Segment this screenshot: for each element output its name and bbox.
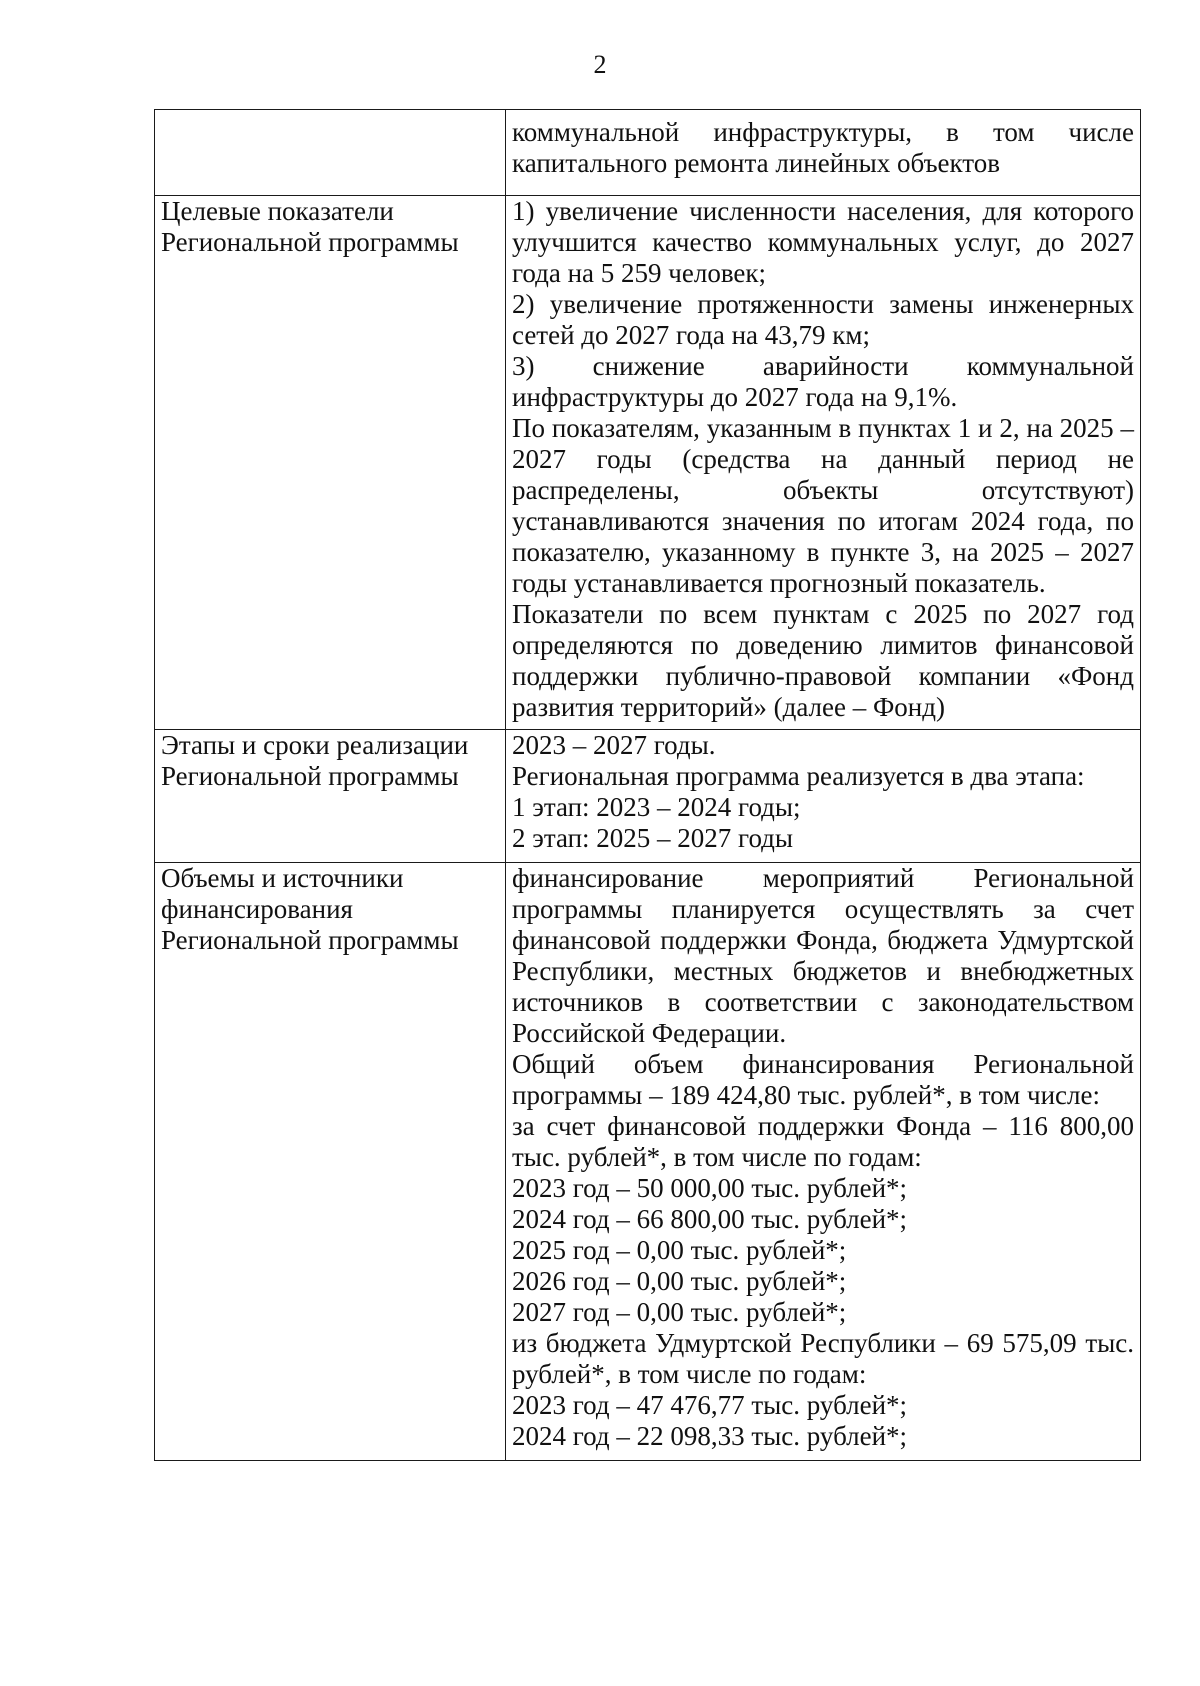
row-value-cell (506, 196, 1141, 730)
row-label-cell (155, 110, 506, 196)
value-paragraph: 2024 год – 22 098,33 тыс. рублей*; (512, 1421, 908, 1451)
value-paragraph: 2023 год – 50 000,00 тыс. рублей*; (512, 1173, 908, 1203)
value-paragraph: По показателям, указанным в пунктах 1 и 2, на 2025 – 2027 годы (средства на данный период не распределены, объекты отсутствуют) устанавливаются значения по итогам 2024 года, по показателю, указанному в пункте 3, на 2025 – 2027 годы устанавливается прогнозный показатель. (512, 413, 1134, 598)
value-paragraph: 2023 год – 47 476,77 тыс. рублей*; (512, 1390, 908, 1420)
value-paragraph: 1) увеличение численности населения, для которого улучшится качество коммунальных услуг, до 2027 года на 5 259 человек; (512, 196, 1134, 288)
value-paragraph: 2026 год – 0,00 тыс. рублей*; (512, 1266, 847, 1296)
value-paragraph: 2) увеличение протяженности замены инженерных сетей до 2027 года на 43,79 км; (512, 289, 1134, 350)
row-value-cell (506, 730, 1141, 863)
row-label: Региональной программы (161, 761, 459, 791)
value-paragraph: финансирование мероприятий Региональной программы планируется осуществлять за счет финансовой поддержки Фонда, бюджета Удмуртской Республики, местных бюджетов и внебюджетных источников в соответствии с законодательством Российской Федерации. (512, 863, 1134, 1048)
page-number: 2 (593, 50, 607, 79)
value-paragraph: 2 этап: 2025 – 2027 годы (512, 823, 794, 853)
value-paragraph: 2024 год – 66 800,00 тыс. рублей*; (512, 1204, 908, 1234)
value-paragraph: 2023 – 2027 годы. (512, 730, 716, 760)
row-label-cell (155, 863, 506, 1461)
value-paragraph: за счет финансовой поддержки Фонда – 116 800,00 тыс. рублей*, в том числе по годам: (512, 1111, 1134, 1172)
row-label: Объемы и источники (161, 863, 404, 893)
row-label: Региональной программы (161, 227, 459, 257)
row-label: финансирования (161, 894, 353, 924)
table-row (155, 196, 1141, 730)
table-row (155, 730, 1141, 863)
row-value-cell (506, 110, 1141, 196)
row-label: Целевые показатели (161, 196, 394, 226)
value-paragraph: коммунальной инфраструктуры, в том числе капитального ремонта линейных объектов (512, 117, 1134, 178)
table-row (155, 863, 1141, 1461)
table-row (155, 110, 1141, 196)
value-paragraph: 3) снижение аварийности коммунальной инфраструктуры до 2027 года на 9,1%. (512, 351, 1134, 412)
value-paragraph: 2025 год – 0,00 тыс. рублей*; (512, 1235, 847, 1265)
program-passport-table (154, 109, 1141, 1461)
value-paragraph: Показатели по всем пунктам с 2025 по 2027 год определяются по доведению лимитов финансовой поддержки публично-правовой компании «Фонд развития территорий» (далее – Фонд) (512, 599, 1134, 722)
row-label-cell (155, 196, 506, 730)
value-paragraph: Региональная программа реализуется в два этапа: (512, 761, 1085, 791)
value-paragraph: 2027 год – 0,00 тыс. рублей*; (512, 1297, 847, 1327)
row-label: Этапы и сроки реализации (161, 730, 469, 760)
row-label: Региональной программы (161, 925, 459, 955)
value-paragraph: из бюджета Удмуртской Республики – 69 575,09 тыс. рублей*, в том числе по годам: (512, 1328, 1134, 1389)
row-label-cell (155, 730, 506, 863)
value-paragraph: Общий объем финансирования Региональной программы – 189 424,80 тыс. рублей*, в том числе: (512, 1049, 1134, 1110)
value-paragraph: 1 этап: 2023 – 2024 годы; (512, 792, 801, 822)
row-value-cell (506, 863, 1141, 1461)
